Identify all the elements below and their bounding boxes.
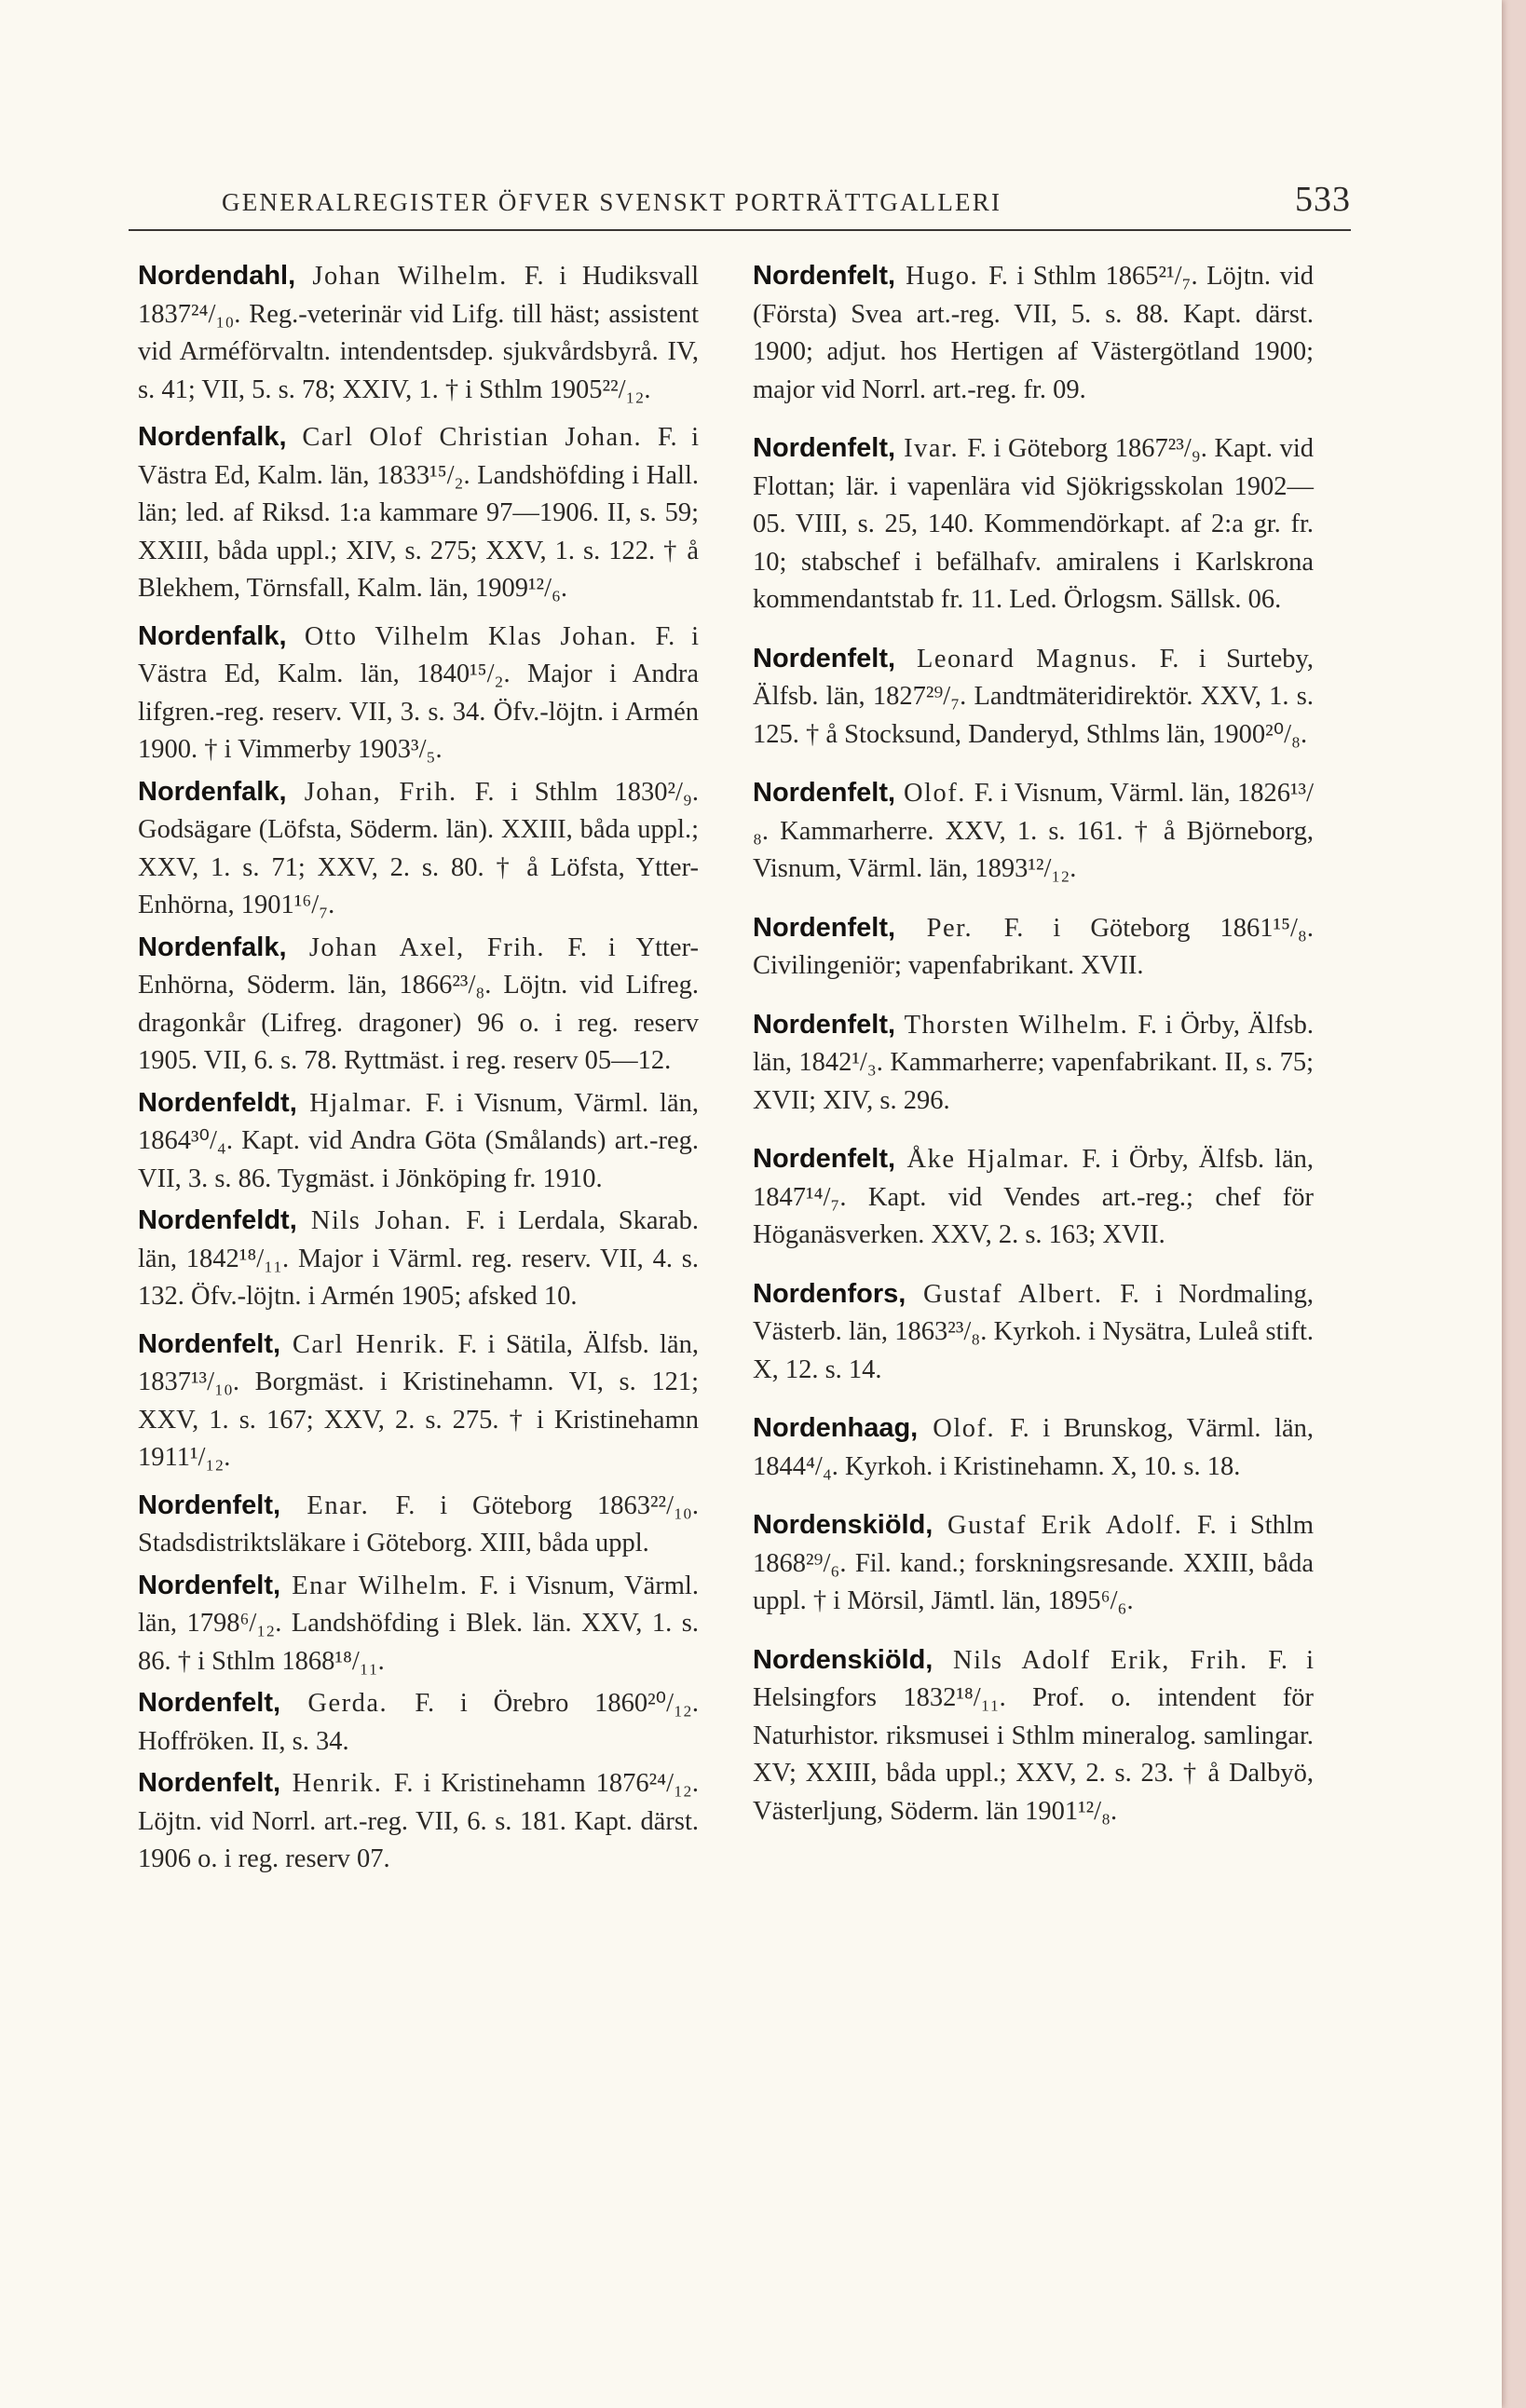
register-entry — [753, 257, 1314, 409]
entry-text: F. i Kristinehamn 1876²⁴/₁₂. Löjtn. vid Norrl. art.-reg. VII, 6. s. 181. Kapt. därst. 1906 o. i reg. reserv 07. — [138, 1769, 699, 1873]
register-entry — [753, 1275, 1314, 1390]
register-entry — [138, 1487, 699, 1563]
entry-given-names: Olof. — [918, 1414, 1011, 1443]
entry-given-names: Gustaf Albert. — [906, 1279, 1121, 1309]
register-entry — [138, 257, 699, 409]
entry-given-names: Åke Hjalmar. — [895, 1145, 1083, 1174]
entry-given-names: Henrik. — [280, 1769, 394, 1798]
register-entry — [138, 618, 699, 769]
register-entry — [753, 1140, 1314, 1255]
entry-given-names: Nils Johan. — [296, 1206, 467, 1235]
entry-surname: Nordenfelt, — [753, 261, 896, 291]
entry-surname: Nordenfelt, — [138, 1490, 281, 1520]
entry-surname: Nordenfeldt, — [138, 1205, 297, 1235]
register-entry — [138, 1567, 699, 1681]
entry-text: F. i Örebro 1860²⁰/₁₂. Hoffröken. II, s. 34. — [138, 1689, 699, 1756]
entry-given-names: Leonard Magnus. — [895, 644, 1160, 673]
entry-text: F. i Surteby, Älfsb. län, 1827²⁹/₇. Landtmäteridirektör. XXV, 1. s. 125. † å Stocksund, Danderyd, Sthlms län, 1900²⁰/₈. — [753, 644, 1315, 749]
entry-text: F. i Västra Ed, Kalm. län, 1833¹⁵/₂. Landshöfding i Hall. län; led. af Riksd. 1:a kammare 97—1906. II, s. 59; XXIII, båda uppl.; XIV, s. 275; XXV, 1. s. 122. † å Blekhem, Törnsfall, Kalm. län, 1909¹²/₆. — [138, 423, 699, 603]
header-title: GENERALREGISTER ÖFVER SVENSKT PORTRÄTTGALLERI — [222, 188, 1002, 216]
entry-text: F. i Visnum, Värml. län, 1826¹³/₈. Kammarherre. XXV, 1. s. 161. † å Björneborg, Visnum, Värml. län, 1893¹²/₁₂. — [753, 779, 1314, 883]
register-entry — [753, 1641, 1314, 1831]
entry-surname: Nordenskiöld, — [753, 1644, 933, 1675]
header-rule — [129, 229, 1351, 231]
entry-text: F. i Sthlm 1865²¹/₇. Löjtn. vid (Första) Svea art.-reg. VII, 5. s. 88. Kapt. därst. 1900; adjut. hos Hertigen af Västergötland 1900; major vid Norrl. art.-reg. fr. 09. — [753, 262, 1314, 404]
entry-given-names: Johan, Frih. — [286, 777, 475, 807]
register-entry — [138, 418, 699, 608]
entry-text: F. i Hudiksvall 1837²⁴/₁₀. Reg.-veterinär vid Lifg. till häst; assistent vid Arméförvaltn. intendentsdep. sjukvårdsbyrå. IV, s. 41; VII, 5. s. 78; XXIV, 1. † i Sthlm 1905²²/₁₂. — [138, 262, 699, 404]
entry-surname: Nordenfalk, — [138, 776, 287, 807]
register-entry — [138, 1084, 699, 1199]
entry-text: F. i Västra Ed, Kalm. län, 1840¹⁵/₂. Major i Andra lifgren.-reg. reserv. VII, 3. s. 34. Öfv.-löjtn. i Armén 1900. † i Vimmerby 1903³/₅. — [138, 621, 699, 764]
entry-text: F. i Örby, Älfsb. län, 1842¹/₃. Kammarherre; vapenfabrikant. II, s. 75; XVII; XIV, s. 296. — [753, 1010, 1314, 1115]
entry-surname: Nordenfalk, — [138, 620, 287, 651]
entry-text: F. i Göteborg 1867²³/₉. Kapt. vid Flottan; lär. i vapenlära vid Sjökrigsskolan 1902—05. VIII, s. 25, 140. Kommendörkapt. af 2:a gr. fr. 10; stabschef i befälhafv. amiralens i Karlskrona kommendantstab fr. 11. Led. Örlogsm. Sällsk. 06. — [753, 434, 1315, 614]
entry-surname: Nordenfeldt, — [138, 1087, 297, 1118]
register-entry — [138, 773, 699, 925]
entry-text: F. i Sthlm 1830²/₉. Godsägare (Löfsta, Söderm. län). XXIII, båda uppl.; XXV, 1. s. 71; XXV, 2. s. 80. † å Löfsta, Ytter-Enhörna, 1901¹⁶/₇. — [138, 777, 699, 919]
entry-surname: Nordenfelt, — [138, 1328, 281, 1359]
register-entry — [753, 1006, 1314, 1121]
entry-given-names: Carl Olof Christian Johan. — [286, 423, 658, 452]
left-column — [138, 257, 699, 1879]
entry-given-names: Olof. — [895, 779, 974, 808]
entry-surname: Nordenfelt, — [138, 1570, 281, 1600]
entry-given-names: Gerda. — [280, 1689, 416, 1718]
entry-text: F. i Örby, Älfsb. län, 1847¹⁴/₇. Kapt. vid Vendes art.-reg.; chef för Höganäsverken. XXV, 2. s. 163; XVII. — [753, 1145, 1314, 1249]
entry-given-names: Nils Adolf Erik, Frih. — [933, 1645, 1269, 1675]
entry-surname: Nordenfalk, — [138, 932, 287, 962]
entry-surname: Nordenfelt, — [138, 1768, 281, 1798]
entry-text: F. i Sätila, Älfsb. län, 1837¹³/₁₀. Borgmäst. i Kristinehamn. VI, s. 121; XXV, 1. s. 167; XXV, 2. s. 275. † i Kristinehamn 1911¹/₁₂. — [138, 1329, 699, 1472]
register-entry — [138, 1764, 699, 1879]
entry-given-names: Gustaf Erik Adolf. — [933, 1511, 1198, 1540]
entry-surname: Nordenfelt, — [753, 1009, 896, 1040]
entry-text: F. i Göteborg 1863²²/₁₀. Stadsdistriktsläkare i Göteborg. XIII, båda uppl. — [138, 1490, 699, 1558]
right-column — [753, 257, 1314, 1830]
entry-text: F. i Ytter-Enhörna, Söderm. län, 1866²³/₈. Löjtn. vid Lifreg. dragonkår (Lifreg. dragoner) 96 o. i reg. reserv 1905. VII, 6. s. 78. Ryttmäst. i reg. reserv 05—12. — [138, 932, 699, 1075]
entry-text: F. i Brunskog, Värml. län, 1844⁴/₄. Kyrkoh. i Kristinehamn. X, 10. s. 18. — [753, 1414, 1314, 1481]
entry-given-names: Carl Henrik. — [280, 1329, 458, 1359]
entry-surname: Nordenfors, — [753, 1278, 906, 1309]
running-header — [222, 179, 1351, 220]
register-entry — [753, 1409, 1314, 1486]
entry-text: F. i Göteborg 1861¹⁵/₈. Civilingeniör; vapenfabrikant. XVII. — [753, 913, 1314, 980]
register-entry — [753, 640, 1314, 755]
entry-given-names: Johan Wilhelm. — [295, 262, 525, 291]
register-entry — [138, 929, 699, 1081]
entry-text: F. i Sthlm 1868²⁹/₆. Fil. kand.; forskningsresande. XXIII, båda uppl. † i Mörsil, Jämtl. län, 1895⁶/₆. — [753, 1511, 1315, 1615]
entry-text: F. i Visnum, Värml. län, 1798⁶/₁₂. Landshöfding i Blek. län. XXV, 1. s. 86. † i Sthlm 1868¹⁸/₁₁. — [138, 1571, 699, 1676]
entry-surname: Nordenfelt, — [753, 778, 896, 808]
entry-given-names: Otto Vilhelm Klas Johan. — [286, 621, 656, 651]
entry-text: F. i Helsingfors 1832¹⁸/₁₁. Prof. o. intendent för Naturhistor. riksmusei i Sthlm mineralog. samlingar. XV; XXIII, båda uppl.; XXV, 2. s. 23. † å Dalbyö, Västerljung, Söderm. län 1901¹²/₈. — [753, 1645, 1314, 1826]
entry-given-names: Hugo. — [895, 262, 989, 291]
entry-surname: Nordendahl, — [138, 261, 296, 291]
entry-text: F. i Nordmaling, Västerb. län, 1863²³/₈. Kyrkoh. i Nysätra, Luleå stift. X, 12. s. 14. — [753, 1279, 1315, 1384]
entry-surname: Nordenfalk, — [138, 422, 287, 452]
entry-surname: Nordenfelt, — [753, 643, 896, 673]
register-entry — [138, 1326, 699, 1477]
register-entry — [753, 1506, 1314, 1621]
entry-surname: Nordenfelt, — [753, 1144, 896, 1174]
register-entry — [753, 909, 1314, 986]
register-entry — [138, 1202, 699, 1316]
register-entry — [753, 429, 1314, 619]
entry-surname: Nordenfelt, — [138, 1688, 281, 1718]
entry-surname: Nordenfelt, — [753, 433, 896, 463]
page-number: 533 — [1295, 180, 1351, 219]
entry-text: F. i Visnum, Värml. län, 1864³⁰/₄. Kapt. vid Andra Göta (Smålands) art.-reg. VII, 3. s. 86. Tygmäst. i Jönköping fr. 1910. — [138, 1088, 699, 1193]
entry-surname: Nordenskiöld, — [753, 1510, 933, 1540]
entry-given-names: Hjalmar. — [296, 1088, 426, 1118]
entry-surname: Nordenfelt, — [753, 912, 896, 943]
entry-given-names: Johan Axel, Frih. — [286, 932, 568, 962]
entry-given-names: Per. — [895, 913, 1004, 943]
register-entry — [753, 774, 1314, 889]
entry-given-names: Enar Wilhelm. — [280, 1571, 480, 1600]
register-entry — [138, 1684, 699, 1761]
entry-given-names: Thorsten Wilhelm. — [895, 1010, 1138, 1040]
entry-given-names: Ivar. — [895, 434, 968, 463]
entry-text: F. i Lerdala, Skarab. län, 1842¹⁸/₁₁. Major i Värml. reg. reserv. VII, 4. s. 132. Öfv.-löjtn. i Armén 1905; afsked 10. — [138, 1206, 699, 1311]
entry-surname: Nordenhaag, — [753, 1413, 919, 1443]
entry-given-names: Enar. — [280, 1490, 396, 1520]
